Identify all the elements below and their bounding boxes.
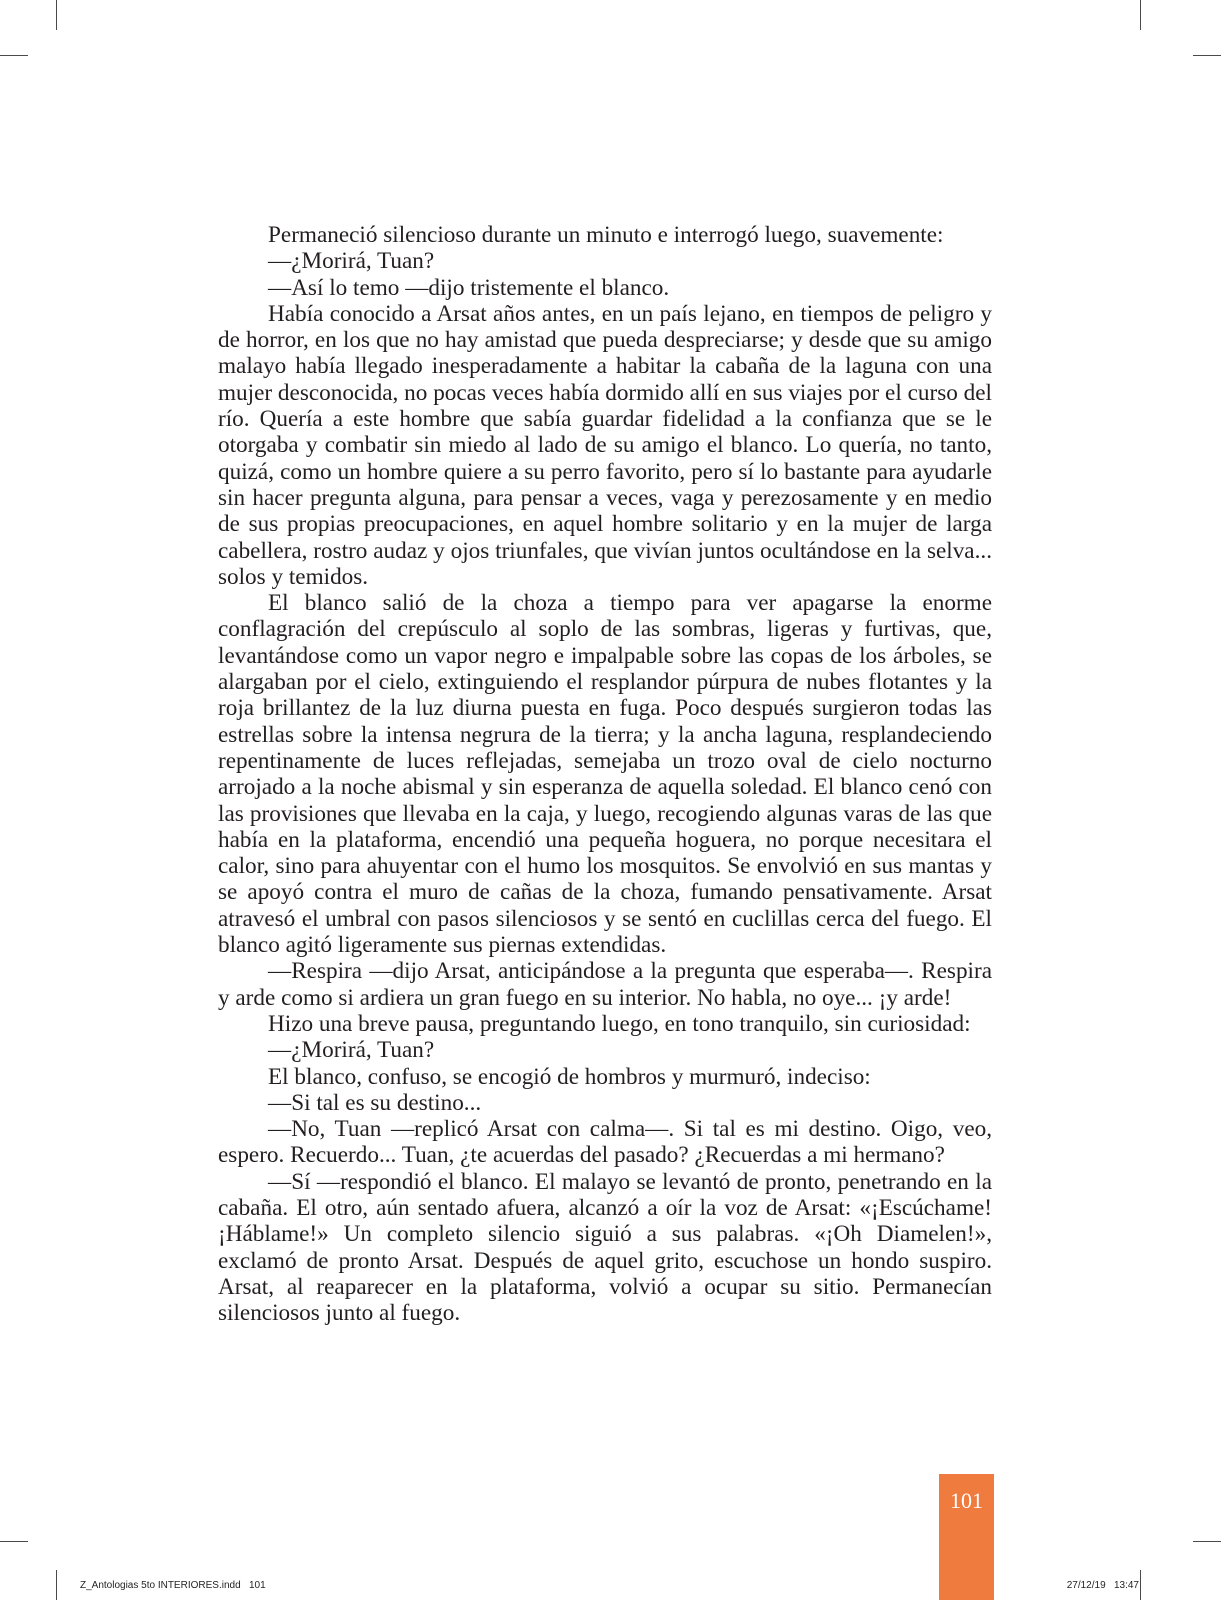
page-number-tab xyxy=(939,1474,994,1600)
paragraph-3: —Así lo temo —dijo tristemente el blanco. xyxy=(268,274,670,301)
crop-mark-left-bottom xyxy=(0,1541,28,1542)
crop-mark-left-top xyxy=(0,55,28,56)
page-number: 101 xyxy=(950,1488,983,1513)
body-text xyxy=(218,222,992,1326)
crop-mark-top-left xyxy=(56,0,57,30)
paragraph-2: —¿Morirá, Tuan? xyxy=(268,248,435,275)
paragraph-12: —Sí —respondió el blanco. El malayo se levantó de pronto, penetrando en la cabaña. El otro, aún sentado afuera, alcanzó a oír la voz de Arsat: «¡Escúchame! ¡Háblame!» Un completo silencio siguió a sus palabras. «¡Oh Diamelen!», exclamó de pronto Arsat. Después de aquel grito, escuchose un hondo suspiro. Arsat, al reaparecer en la plataforma, volvió a ocupar su sitio. Permanecían silenciosos junto al fuego. xyxy=(218,1168,992,1327)
paragraph-5: El blanco salió de la choza a tiempo para ver apagarse la enorme conflagración del crepúsculo al soplo de las sombras, ligeras y furtivas, que, levantándose como un vapor negro e impalpable sobre las copas de los árboles, se alargaban por el cielo, extinguiendo el resplandor púrpura de nubes flotantes y la roja brillantez de la luz diurna puesta en fuga. Poco después surgieron todas las estrellas sobre la intensa negrura de la tierra; y la ancha laguna, resplandeciendo repentinamente de luces reflejadas, semejaba un trozo oval de cielo nocturno arrojado a la noche abismal y sin esperanza de aquella soledad. El blanco cenó con las provisiones que llevaba en la caja, y luego, recogiendo algunas varas de las que había en la plataforma, encendió una pequeña hoguera, no porque necesitara el calor, sino para ahuyentar con el humo los mosquitos. Se envolvió en sus mantas y se apoyó contra el muro de cañas de la choza, fumando pensativamente. Arsat atravesó el umbral con pasos silenciosos y se sentó en cuclillas cerca del fuego. El blanco agitó ligeramente sus piernas extendidas. xyxy=(218,590,992,959)
crop-mark-top-right xyxy=(1140,0,1141,30)
paragraph-7: Hizo una breve pausa, preguntando luego, en tono tranquilo, sin curiosidad: xyxy=(268,1010,971,1037)
print-slug-file: Z_Antologias 5to INTERIORES.indd 101 xyxy=(80,1580,266,1591)
paragraph-10: —Si tal es su destino... xyxy=(268,1089,482,1116)
paragraph-4: Había conocido a Arsat años antes, en un país lejano, en tiempos de peligro y de horror, en los que no hay amistad que pueda despreciarse; y desde que su amigo malayo había llegado inesperadamente a habitar la cabaña de la laguna con una mujer desconocida, no pocas veces había dormido allí en sus viajes por el curso del río. Quería a este hombre que sabía guardar fidelidad a la confianza que se le otorgaba y combatir sin miedo al lado de su amigo el blanco. Lo quería, no tanto, quizá, como un hombre quiere a su perro favorito, pero sí lo bastante para ayudarle sin hacer pregunta alguna, para pensar a veces, vaga y perezosamente y en medio de sus propias preocupaciones, en aquel hombre solitario y en la mujer de larga cabellera, rostro audaz y ojos triunfales, que vivían juntos ocultándose en la selva... solos y temidos. xyxy=(218,300,992,590)
print-slug-date: 27/12/19 13:47 xyxy=(1066,1580,1139,1591)
crop-mark-right-top xyxy=(1193,55,1221,56)
paragraph-6: —Respira —dijo Arsat, anticipándose a la pregunta que esperaba—. Respira y arde como si ardiera un gran fuego en su interior. No habla, no oye... ¡y arde! xyxy=(218,958,992,1011)
crop-mark-bottom-right xyxy=(1140,1570,1141,1600)
crop-mark-right-bottom xyxy=(1193,1541,1221,1542)
crop-mark-bottom-left xyxy=(56,1570,57,1600)
paragraph-1: Permaneció silencioso durante un minuto e interrogó luego, suavemente: xyxy=(268,222,944,248)
paragraph-9: El blanco, confuso, se encogió de hombros y murmuró, indeciso: xyxy=(268,1063,871,1090)
paragraph-11: —No, Tuan —replicó Arsat con calma—. Si tal es mi destino. Oigo, veo, espero. Recuerdo... Tuan, ¿te acuerdas del pasado? ¿Recuerdas a mi hermano? xyxy=(218,1116,992,1169)
paragraph-8: —¿Morirá, Tuan? xyxy=(268,1037,435,1064)
